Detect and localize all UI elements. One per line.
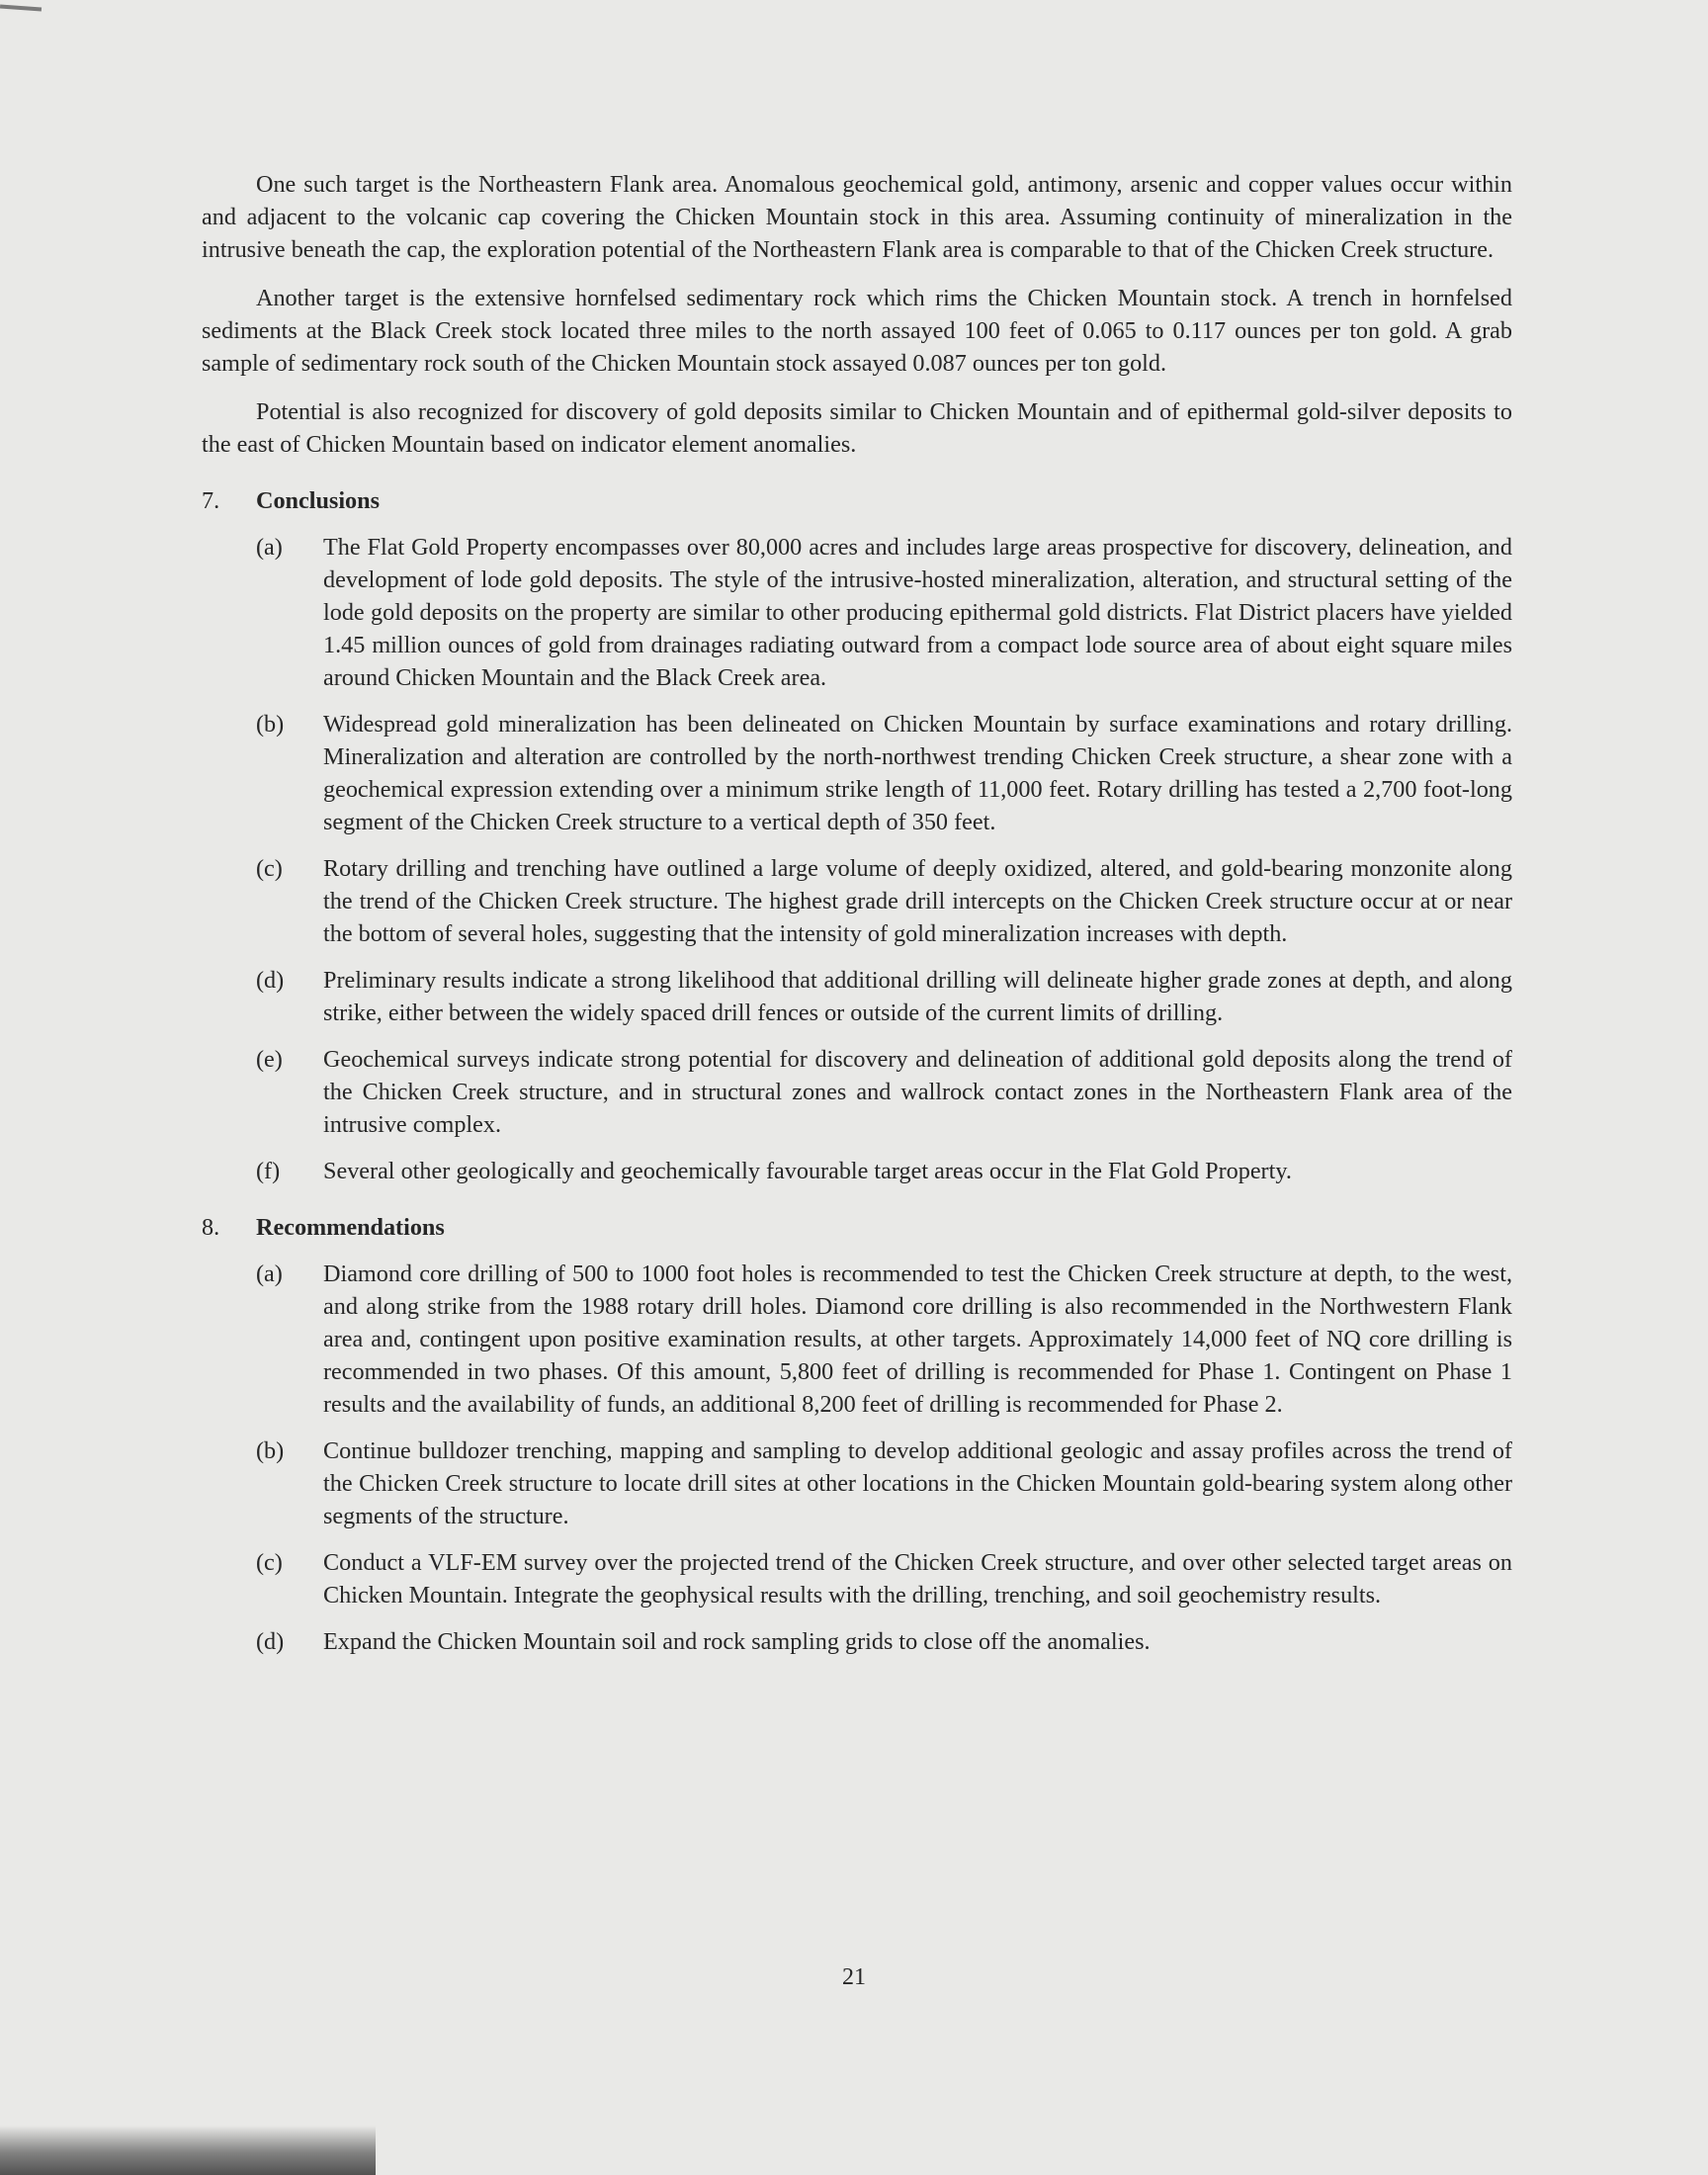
item-text: Geochemical surveys indicate strong potential for discovery and delineation of additional gold deposits along the trend of the Chicken Creek structure, and in structural zones and wallrock contact zones in the Northeastern Flank area of the intrusive complex. — [323, 1046, 1512, 1138]
item-text: Widespread gold mineralization has been delineated on Chicken Mountain by surface examinations and rotary drilling. Mineralization and alteration are controlled by the north-northwest trending Chicken Creek structure, a shear zone with a geochemical expression extending over a minimum strike length of 11,000 feet. Rotary drilling has tested a 2,700 foot-long segment of the Chicken Creek structure to a vertical depth of 350 feet. — [323, 711, 1512, 835]
item-label: (a) — [256, 534, 283, 561]
list-item — [202, 1546, 1512, 1611]
scan-mark — [0, 5, 42, 12]
list-item — [202, 964, 1512, 1029]
item-text: Diamond core drilling of 500 to 1000 foot holes is recommended to test the Chicken Creek structure at depth, to the west, and along strike from the 1988 rotary drill holes. Diamond core drilling is also recommended in the Northwestern Flank area and, contingent upon positive examination results, at other targets. Approximately 14,000 feet of NQ core drilling is recommended in two phases. Of this amount, 5,800 feet of drilling is recommended for Phase 1. Contingent on Phase 1 results and the availability of funds, an additional 8,200 feet of drilling is recommended for Phase 2. — [323, 1261, 1512, 1418]
item-label: (d) — [256, 1628, 285, 1655]
section-number: 7. — [202, 487, 220, 514]
item-label: (c) — [256, 1549, 283, 1576]
page-body — [202, 168, 1512, 1672]
item-label: (f) — [256, 1158, 281, 1184]
item-text: Continue bulldozer trenching, mapping and sampling to develop additional geologic and assay profiles across the trend of the Chicken Creek structure to locate drill sites at other locations in the Chicken Mountain gold-bearing system along other segments of the structure. — [323, 1437, 1512, 1529]
section-title: Conclusions — [256, 487, 381, 514]
list-item — [202, 1155, 1512, 1187]
section-title: Recommendations — [256, 1214, 445, 1241]
scan-edge-shadow — [0, 2126, 376, 2175]
paragraph-hornfelsed-target: Another target is the extensive hornfelsed sedimentary rock which rims the Chicken Mountain stock. A trench in hornfelsed sediments at the Black Creek stock located three miles to the north assayed 100 feet of 0.065 to 0.117 ounces per ton gold. A grab sample of sedimentary rock south of the Chicken Mountain stock assayed 0.087 ounces per ton gold. — [202, 285, 1512, 377]
item-text: Expand the Chicken Mountain soil and rock sampling grids to close off the anomalies. — [323, 1628, 1151, 1655]
paragraph-potential: Potential is also recognized for discovery of gold deposits similar to Chicken Mountain and of epithermal gold-silver deposits to the east of Chicken Mountain based on indicator element anomalies. — [202, 398, 1512, 458]
item-text: Several other geologically and geochemically favourable target areas occur in the Flat Gold Property. — [323, 1158, 1292, 1184]
item-label: (e) — [256, 1046, 283, 1073]
item-label: (d) — [256, 967, 285, 994]
section-number: 8. — [202, 1214, 220, 1241]
item-text: Preliminary results indicate a strong likelihood that additional drilling will delineate higher grade zones at depth, and along strike, either between the widely spaced drill fences or outside of the current limits of drilling. — [323, 967, 1512, 1026]
list-item — [202, 1258, 1512, 1421]
paragraph-northeastern-flank: One such target is the Northeastern Flank area. Anomalous geochemical gold, antimony, arsenic and copper values occur within and adjacent to the volcanic cap covering the Chicken Mountain stock in this area. Assuming continuity of mineralization in the intrusive beneath the cap, the exploration potential of the Northeastern Flank area is comparable to that of the Chicken Creek structure. — [202, 171, 1512, 263]
item-label: (a) — [256, 1261, 283, 1287]
item-label: (b) — [256, 1437, 285, 1464]
item-text: Rotary drilling and trenching have outlined a large volume of deeply oxidized, altered, and gold-bearing monzonite along the trend of the Chicken Creek structure. The highest grade drill intercepts on the Chicken Creek structure occur at or near the bottom of several holes, suggesting that the intensity of gold mineralization increases with depth. — [323, 855, 1512, 947]
item-label: (c) — [256, 855, 283, 882]
list-item — [202, 1625, 1512, 1658]
section-heading-recommendations — [202, 1211, 1512, 1244]
list-item — [202, 708, 1512, 838]
item-label: (b) — [256, 711, 285, 738]
list-item — [202, 531, 1512, 694]
list-item — [202, 852, 1512, 950]
item-text: Conduct a VLF-EM survey over the projected trend of the Chicken Creek structure, and over other selected target areas on Chicken Mountain. Integrate the geophysical results with the drilling, trenching, and soil geochemistry results. — [323, 1549, 1512, 1609]
list-item — [202, 1435, 1512, 1532]
list-item — [202, 1043, 1512, 1141]
item-text: The Flat Gold Property encompasses over 80,000 acres and includes large areas prospective for discovery, delineation, and development of lode gold deposits. The style of the intrusive-hosted mineralization, alteration, and structural setting of the lode gold deposits on the property are similar to other producing epithermal gold districts. Flat District placers have yielded 1.45 million ounces of gold from drainages radiating outward from a compact lode source area of about eight square miles around Chicken Mountain and the Black Creek area. — [323, 534, 1512, 691]
page-number: 21 — [842, 1964, 866, 1990]
section-heading-conclusions — [202, 484, 1512, 517]
